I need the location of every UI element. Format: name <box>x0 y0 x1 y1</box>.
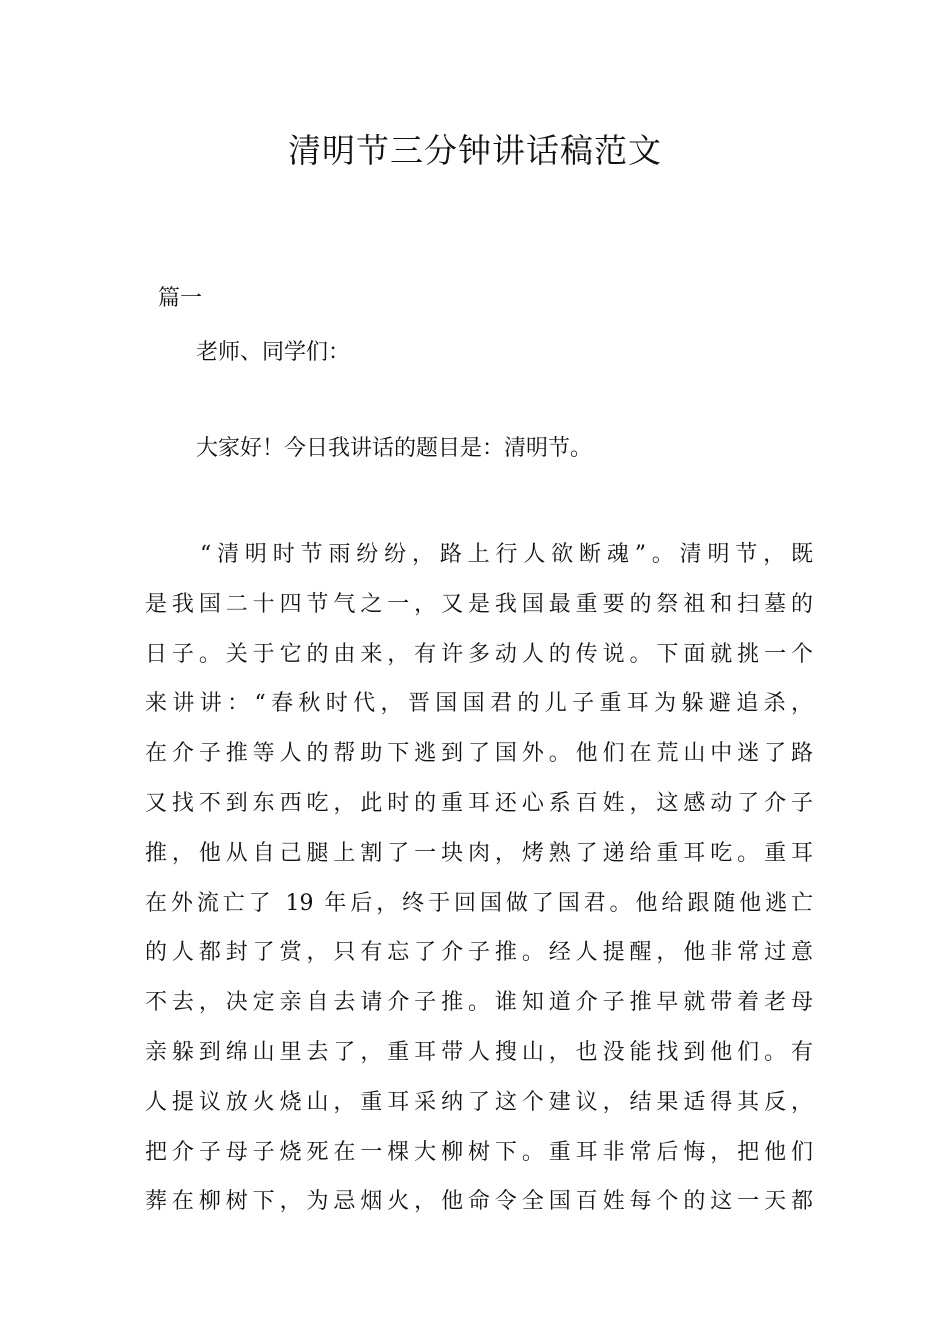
intro-paragraph: 大家好！今日我讲话的题目是：清明节。 <box>196 436 593 461</box>
body-line: 把介子母子烧死在一棵大柳树下。重耳非常后悔，把他们 <box>145 1139 813 1165</box>
body-paragraph <box>145 530 813 1227</box>
body-line: 人提议放火烧山，重耳采纳了这个建议，结果适得其反， <box>145 1089 813 1115</box>
document-title: 清明节三分钟讲话稿范文 <box>288 131 662 170</box>
body-line: 推，他从自己腿上割了一块肉，烤熟了递给重耳吃。重耳 <box>145 840 813 866</box>
body-line: 是我国二十四节气之一，又是我国最重要的祭祖和扫墓的 <box>145 591 813 617</box>
body-line: “清明时节雨纷纷，路上行人欲断魂”。清明节，既 <box>200 542 813 567</box>
body-line: 在外流亡了 19 年后，终于回国做了国君。他给跟随他逃亡 <box>145 890 813 916</box>
body-line: 日子。关于它的由来，有许多动人的传说。下面就挑一个 <box>145 641 813 667</box>
body-line: 的人都封了赏，只有忘了介子推。经人提醒，他非常过意 <box>145 940 813 966</box>
greeting-paragraph: 老师、同学们： <box>196 340 351 365</box>
body-line: 来讲讲：“春秋时代，晋国国君的儿子重耳为躲避追杀， <box>145 691 813 717</box>
body-line: 亲躲到绵山里去了，重耳带人搜山，也没能找到他们。有 <box>145 1039 813 1065</box>
body-line: 葬在柳树下，为忌烟火，他命令全国百姓每个的这一天都 <box>145 1189 813 1215</box>
body-line: 又找不到东西吃，此时的重耳还心系百姓，这感动了介子 <box>145 790 813 816</box>
body-line: 不去，决定亲自去请介子推。谁知道介子推早就带着老母 <box>145 990 813 1016</box>
section-label: 篇一 <box>158 286 203 311</box>
body-line: 在介子推等人的帮助下逃到了国外。他们在荒山中迷了路 <box>145 741 813 767</box>
